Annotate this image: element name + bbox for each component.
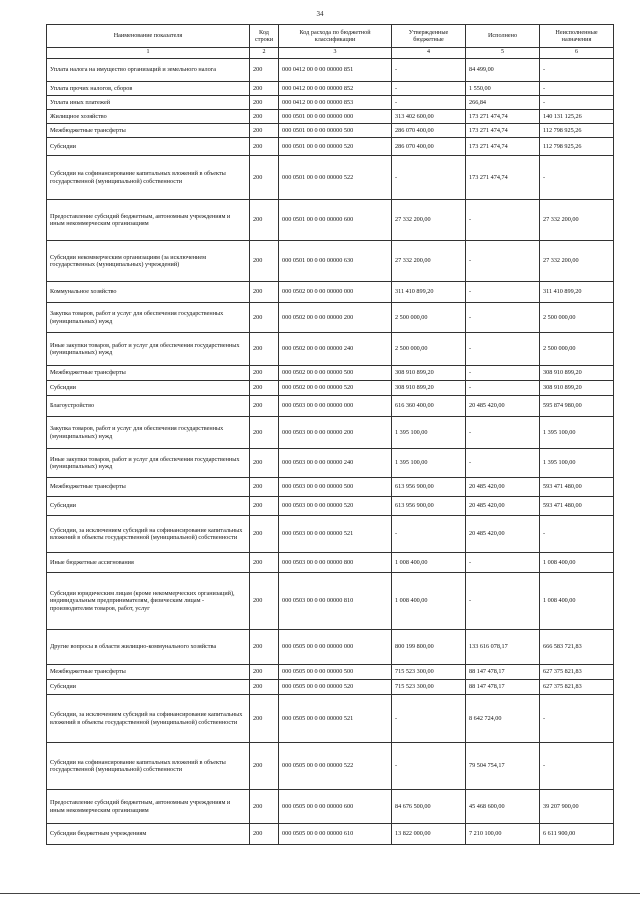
cell-name: Уплата иных платежей — [47, 96, 250, 110]
cell-exec: - — [466, 573, 540, 630]
cell-line: 200 — [250, 200, 279, 241]
cell-code: 000 0502 00 0 00 00000 240 — [279, 333, 392, 366]
cell-exec: 88 147 478,17 — [466, 665, 540, 680]
expenditure-table — [46, 24, 614, 845]
cell-rem: 1 395 100,00 — [540, 449, 614, 478]
cell-appr: 1 008 400,00 — [392, 573, 466, 630]
cell-code: 000 0501 00 0 00 00000 522 — [279, 156, 392, 200]
cell-name: Субсидии, за исключением субсидий на софинансирование капитальных вложений в объекты государственной (муниципальной) собственности — [47, 516, 250, 553]
table-row — [47, 124, 614, 138]
cell-appr: - — [392, 96, 466, 110]
cell-rem: - — [540, 695, 614, 743]
table-row — [47, 82, 614, 96]
cell-code: 000 0503 00 0 00 00000 200 — [279, 417, 392, 449]
cell-code: 000 0503 00 0 00 00000 800 — [279, 553, 392, 573]
cell-appr: 13 822 000,00 — [392, 824, 466, 845]
table-row — [47, 497, 614, 516]
cell-appr: - — [392, 59, 466, 82]
table-row — [47, 396, 614, 417]
cell-rem: 27 332 200,00 — [540, 241, 614, 282]
cell-appr: - — [392, 743, 466, 790]
cell-rem: 6 611 900,00 — [540, 824, 614, 845]
column-number: 2 — [250, 48, 279, 59]
cell-name: Субсидии на софинансирование капитальных вложений в объекты государственной (муниципальной) собственности — [47, 156, 250, 200]
column-number-row — [47, 48, 614, 59]
cell-rem: 112 798 925,26 — [540, 124, 614, 138]
cell-line: 200 — [250, 303, 279, 333]
table-header-row — [47, 25, 614, 48]
table-row — [47, 695, 614, 743]
cell-rem: - — [540, 516, 614, 553]
cell-line: 200 — [250, 282, 279, 303]
table-row — [47, 156, 614, 200]
cell-exec: 45 468 600,00 — [466, 790, 540, 824]
cell-rem: 2 500 000,00 — [540, 303, 614, 333]
cell-appr: 311 410 899,20 — [392, 282, 466, 303]
cell-exec: - — [466, 200, 540, 241]
cell-appr: 2 500 000,00 — [392, 303, 466, 333]
cell-exec: 79 504 754,17 — [466, 743, 540, 790]
cell-line: 200 — [250, 449, 279, 478]
cell-rem: 27 332 200,00 — [540, 200, 614, 241]
cell-line: 200 — [250, 516, 279, 553]
header-budget-code: Код расхода по бюджетной классификации — [279, 25, 392, 48]
table-row — [47, 680, 614, 695]
cell-exec: 20 485 420,00 — [466, 497, 540, 516]
cell-appr: 286 070 400,00 — [392, 124, 466, 138]
cell-appr: 27 332 200,00 — [392, 200, 466, 241]
table-row — [47, 417, 614, 449]
cell-name: Субсидии — [47, 497, 250, 516]
header-name: Наименование показателя — [47, 25, 250, 48]
cell-appr: - — [392, 695, 466, 743]
table-row — [47, 665, 614, 680]
cell-exec: - — [466, 282, 540, 303]
header-line-code: Код строки — [250, 25, 279, 48]
cell-line: 200 — [250, 333, 279, 366]
cell-appr: 308 910 899,20 — [392, 366, 466, 381]
cell-exec: 20 485 420,00 — [466, 396, 540, 417]
page-number: 34 — [316, 10, 324, 18]
cell-exec: - — [466, 333, 540, 366]
cell-exec: 7 210 100,00 — [466, 824, 540, 845]
cell-name: Субсидии юридическим лицам (кроме некоммерческих организаций), индивидуальным предпринимателям, физическим лицам - производителям товаров, работ, услуг — [47, 573, 250, 630]
cell-exec: - — [466, 366, 540, 381]
header-approved: Утвержденные бюджетные — [392, 25, 466, 48]
table-row — [47, 200, 614, 241]
cell-name: Межбюджетные трансферты — [47, 366, 250, 381]
cell-code: 000 0505 00 0 00 00000 610 — [279, 824, 392, 845]
cell-line: 200 — [250, 138, 279, 156]
cell-line: 200 — [250, 82, 279, 96]
cell-appr: 616 360 400,00 — [392, 396, 466, 417]
cell-code: 000 0412 00 0 00 00000 851 — [279, 59, 392, 82]
table-row — [47, 303, 614, 333]
cell-code: 000 0501 00 0 00 00000 630 — [279, 241, 392, 282]
table-row — [47, 449, 614, 478]
cell-code: 000 0502 00 0 00 00000 000 — [279, 282, 392, 303]
cell-code: 000 0503 00 0 00 00000 000 — [279, 396, 392, 417]
cell-line: 200 — [250, 680, 279, 695]
cell-line: 200 — [250, 417, 279, 449]
cell-exec: 8 642 724,00 — [466, 695, 540, 743]
cell-name: Субсидии — [47, 381, 250, 396]
cell-name: Предоставление субсидий бюджетным, автономным учреждениям и иным некоммерческим организациям — [47, 200, 250, 241]
cell-name: Субсидии некоммерческим организациям (за исключением государственных (муниципальных) учреждений) — [47, 241, 250, 282]
cell-exec: 133 616 078,17 — [466, 630, 540, 665]
table-row — [47, 59, 614, 82]
cell-name: Межбюджетные трансферты — [47, 665, 250, 680]
cell-exec: - — [466, 449, 540, 478]
cell-rem: 595 874 980,00 — [540, 396, 614, 417]
footer-divider — [0, 893, 640, 894]
cell-code: 000 0502 00 0 00 00000 200 — [279, 303, 392, 333]
cell-appr: 308 910 899,20 — [392, 381, 466, 396]
cell-exec: 20 485 420,00 — [466, 478, 540, 497]
header-remaining: Неисполненные назначения — [540, 25, 614, 48]
cell-exec: - — [466, 417, 540, 449]
cell-line: 200 — [250, 124, 279, 138]
cell-exec: - — [466, 553, 540, 573]
cell-appr: 286 070 400,00 — [392, 138, 466, 156]
cell-code: 000 0505 00 0 00 00000 522 — [279, 743, 392, 790]
cell-line: 200 — [250, 553, 279, 573]
cell-exec: 84 499,00 — [466, 59, 540, 82]
column-number: 6 — [540, 48, 614, 59]
cell-name: Благоустройство — [47, 396, 250, 417]
table-row — [47, 824, 614, 845]
cell-rem: 627 375 821,83 — [540, 680, 614, 695]
cell-rem: - — [540, 96, 614, 110]
cell-rem: 1 395 100,00 — [540, 417, 614, 449]
cell-appr: - — [392, 82, 466, 96]
cell-code: 000 0502 00 0 00 00000 520 — [279, 381, 392, 396]
cell-line: 200 — [250, 790, 279, 824]
cell-line: 200 — [250, 478, 279, 497]
cell-name: Иные закупки товаров, работ и услуг для обеспечения государственных (муниципальных) нужд — [47, 449, 250, 478]
cell-code: 000 0503 00 0 00 00000 521 — [279, 516, 392, 553]
cell-line: 200 — [250, 573, 279, 630]
cell-appr: 313 402 600,00 — [392, 110, 466, 124]
cell-line: 200 — [250, 396, 279, 417]
cell-rem: - — [540, 82, 614, 96]
cell-rem: 308 910 899,20 — [540, 366, 614, 381]
table-row — [47, 138, 614, 156]
cell-code: 000 0412 00 0 00 00000 853 — [279, 96, 392, 110]
cell-code: 000 0501 00 0 00 00000 500 — [279, 124, 392, 138]
cell-name: Иные закупки товаров, работ и услуг для обеспечения государственных (муниципальных) нужд — [47, 333, 250, 366]
cell-name: Межбюджетные трансферты — [47, 124, 250, 138]
cell-code: 000 0501 00 0 00 00000 600 — [279, 200, 392, 241]
cell-rem: 140 131 125,26 — [540, 110, 614, 124]
cell-line: 200 — [250, 497, 279, 516]
cell-rem: 1 008 400,00 — [540, 553, 614, 573]
cell-code: 000 0505 00 0 00 00000 520 — [279, 680, 392, 695]
cell-rem: 666 583 721,83 — [540, 630, 614, 665]
cell-exec: 20 485 420,00 — [466, 516, 540, 553]
cell-exec: 173 271 474,74 — [466, 124, 540, 138]
table-row — [47, 381, 614, 396]
column-number: 3 — [279, 48, 392, 59]
cell-code: 000 0505 00 0 00 00000 000 — [279, 630, 392, 665]
cell-code: 000 0503 00 0 00 00000 500 — [279, 478, 392, 497]
cell-appr: 27 332 200,00 — [392, 241, 466, 282]
cell-appr: 1 395 100,00 — [392, 449, 466, 478]
cell-line: 200 — [250, 743, 279, 790]
cell-code: 000 0501 00 0 00 00000 520 — [279, 138, 392, 156]
cell-code: 000 0505 00 0 00 00000 500 — [279, 665, 392, 680]
cell-name: Предоставление субсидий бюджетным, автономным учреждениям и иным некоммерческим организациям — [47, 790, 250, 824]
cell-code: 000 0503 00 0 00 00000 520 — [279, 497, 392, 516]
column-number: 4 — [392, 48, 466, 59]
cell-exec: 173 271 474,74 — [466, 156, 540, 200]
table-row — [47, 110, 614, 124]
cell-code: 000 0503 00 0 00 00000 810 — [279, 573, 392, 630]
cell-line: 200 — [250, 156, 279, 200]
cell-rem: - — [540, 743, 614, 790]
cell-line: 200 — [250, 366, 279, 381]
cell-name: Жилищное хозяйство — [47, 110, 250, 124]
cell-exec: 173 271 474,74 — [466, 138, 540, 156]
cell-exec: - — [466, 241, 540, 282]
cell-appr: - — [392, 516, 466, 553]
cell-rem: 39 207 900,00 — [540, 790, 614, 824]
cell-rem: 311 410 899,20 — [540, 282, 614, 303]
cell-rem: 112 798 925,26 — [540, 138, 614, 156]
cell-line: 200 — [250, 665, 279, 680]
cell-line: 200 — [250, 695, 279, 743]
cell-line: 200 — [250, 381, 279, 396]
cell-name: Уплата прочих налогов, сборов — [47, 82, 250, 96]
cell-name: Субсидии бюджетным учреждениям — [47, 824, 250, 845]
cell-appr: 613 956 900,00 — [392, 478, 466, 497]
cell-rem: 593 471 480,00 — [540, 497, 614, 516]
table-row — [47, 573, 614, 630]
cell-exec: 1 550,00 — [466, 82, 540, 96]
cell-appr: 613 956 900,00 — [392, 497, 466, 516]
cell-name: Коммунальное хозяйство — [47, 282, 250, 303]
cell-line: 200 — [250, 630, 279, 665]
table-body — [47, 59, 614, 845]
cell-name: Субсидии, за исключением субсидий на софинансирование капитальных вложений в объекты государственной (муниципальной) собственности — [47, 695, 250, 743]
cell-exec: 266,84 — [466, 96, 540, 110]
cell-rem: 627 375 821,83 — [540, 665, 614, 680]
table-row — [47, 366, 614, 381]
cell-name: Межбюджетные трансферты — [47, 478, 250, 497]
cell-exec: 88 147 478,17 — [466, 680, 540, 695]
table-row — [47, 553, 614, 573]
cell-code: 000 0505 00 0 00 00000 600 — [279, 790, 392, 824]
cell-appr: 1 008 400,00 — [392, 553, 466, 573]
cell-code: 000 0502 00 0 00 00000 500 — [279, 366, 392, 381]
cell-rem: - — [540, 156, 614, 200]
cell-line: 200 — [250, 241, 279, 282]
table-row — [47, 630, 614, 665]
cell-appr: 800 199 800,00 — [392, 630, 466, 665]
table-row — [47, 333, 614, 366]
cell-rem: - — [540, 59, 614, 82]
column-number: 5 — [466, 48, 540, 59]
table-row — [47, 743, 614, 790]
table-row — [47, 790, 614, 824]
table-row — [47, 282, 614, 303]
cell-line: 200 — [250, 824, 279, 845]
cell-appr: 715 523 300,00 — [392, 665, 466, 680]
cell-name: Другие вопросы в области жилищно-коммунального хозяйства — [47, 630, 250, 665]
cell-name: Уплата налога на имущество организаций и земельного налога — [47, 59, 250, 82]
cell-line: 200 — [250, 110, 279, 124]
cell-appr: 84 676 500,00 — [392, 790, 466, 824]
cell-name: Закупка товаров, работ и услуг для обеспечения государственных (муниципальных) нужд — [47, 417, 250, 449]
cell-rem: 593 471 480,00 — [540, 478, 614, 497]
cell-rem: 308 910 899,20 — [540, 381, 614, 396]
cell-exec: - — [466, 381, 540, 396]
cell-code: 000 0503 00 0 00 00000 240 — [279, 449, 392, 478]
header-executed: Исполнено — [466, 25, 540, 48]
cell-name: Субсидии — [47, 680, 250, 695]
cell-line: 200 — [250, 96, 279, 110]
table-row — [47, 241, 614, 282]
cell-appr: 715 523 300,00 — [392, 680, 466, 695]
cell-name: Субсидии — [47, 138, 250, 156]
cell-code: 000 0501 00 0 00 00000 000 — [279, 110, 392, 124]
table-row — [47, 96, 614, 110]
table-row — [47, 516, 614, 553]
cell-appr: 1 395 100,00 — [392, 417, 466, 449]
cell-rem: 1 008 400,00 — [540, 573, 614, 630]
table-row — [47, 478, 614, 497]
cell-appr: - — [392, 156, 466, 200]
cell-code: 000 0505 00 0 00 00000 521 — [279, 695, 392, 743]
cell-name: Субсидии на софинансирование капитальных вложений в объекты государственной (муниципальной) собственности — [47, 743, 250, 790]
cell-name: Закупка товаров, работ и услуг для обеспечения государственных (муниципальных) нужд — [47, 303, 250, 333]
cell-exec: 173 271 474,74 — [466, 110, 540, 124]
cell-line: 200 — [250, 59, 279, 82]
cell-code: 000 0412 00 0 00 00000 852 — [279, 82, 392, 96]
column-number: 1 — [47, 48, 250, 59]
cell-exec: - — [466, 303, 540, 333]
cell-rem: 2 500 000,00 — [540, 333, 614, 366]
cell-name: Иные бюджетные ассигнования — [47, 553, 250, 573]
cell-appr: 2 500 000,00 — [392, 333, 466, 366]
